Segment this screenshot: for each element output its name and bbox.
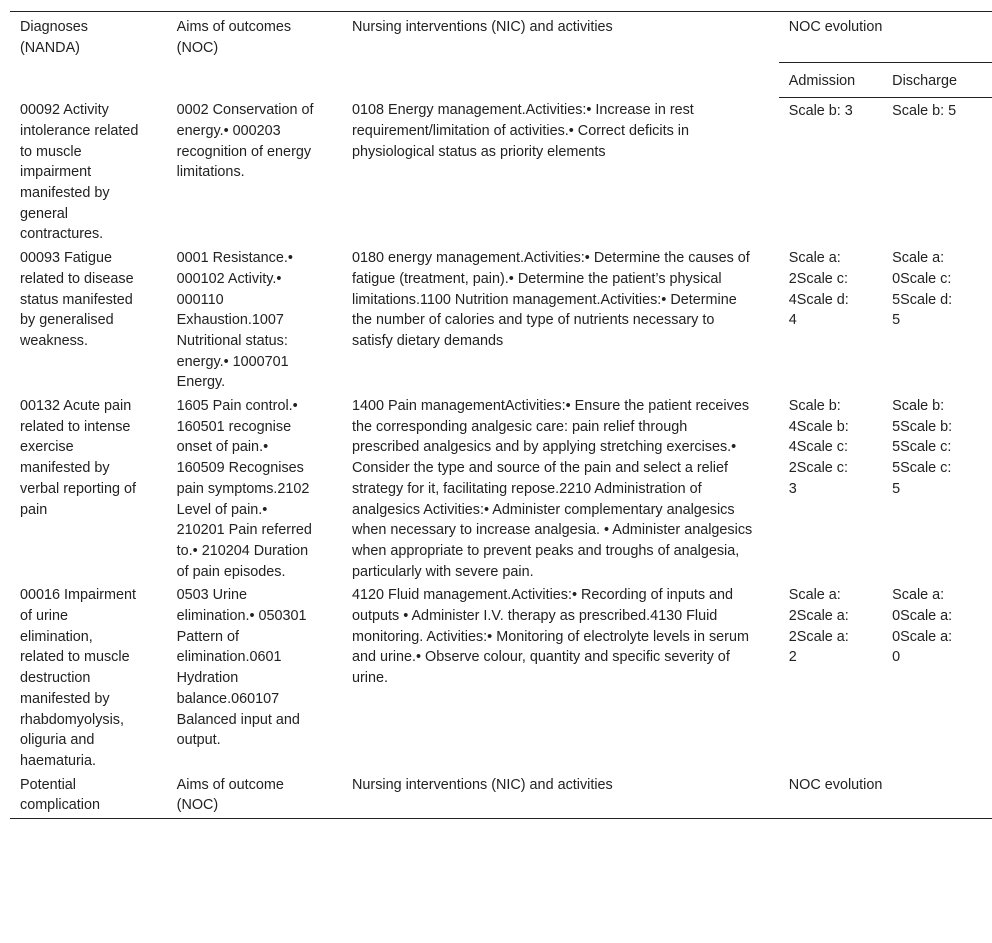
discharge-cell: Scale b: 5Scale b: 5Scale c: 5Scale c: 5 bbox=[892, 398, 953, 497]
header-diagnoses: Diagnoses (NANDA) bbox=[10, 12, 167, 98]
interventions-cell: Nursing interventions (NIC) and activities bbox=[342, 772, 779, 819]
aims-cell: 0002 Conservation of energy.• 000203 recognition of energy limitations. bbox=[176, 102, 314, 181]
header-aims: Aims of outcomes (NOC) bbox=[167, 12, 342, 98]
interventions-cell: 1400 Pain managementActivities:• Ensure the patient receives the corresponding analgesic care: pain relief through prescribed analgesics and by applying stretching exercises.• Consider the type and source of the pain and select a relief strategy for it, facilitating repose.2210 Administration of analgesics Activities:• Administer complementary analgesics when necessary to increase analgesia. • Administer analgesics when appropriate to prevent peaks and troughs of analgesia, particularly with severe pain. bbox=[352, 398, 753, 580]
table-row bbox=[10, 582, 992, 771]
admission-cell: Scale b: 3 bbox=[788, 102, 853, 119]
aims-cell: 0001 Resistance.• 000102 Activity.• 000110 Exhaustion.1007 Nutritional status: energy.• 1000701 Energy. bbox=[176, 250, 293, 391]
table-row bbox=[10, 245, 992, 393]
header-interventions: Nursing interventions (NIC) and activities bbox=[342, 12, 779, 98]
diagnosis-cell: 00093 Fatigue related to disease status manifested by generalised weakness. bbox=[20, 250, 134, 349]
aims-cell: Aims of outcome (NOC) bbox=[167, 772, 342, 819]
header-admission: Admission bbox=[779, 63, 882, 98]
noc-evolution-cell: NOC evolution bbox=[779, 772, 992, 819]
nursing-care-plan-table bbox=[10, 11, 992, 819]
interventions-cell: 0180 energy management.Activities:• Determine the causes of fatigue (treatment, pain).• Determine the patient’s physical limitations.1100 Nutrition management.Activities:• Determine the number of calories and type of nutrients necessary to satisfy dietary demands bbox=[352, 250, 750, 349]
discharge-cell: Scale b: 5 bbox=[892, 102, 957, 119]
table-row bbox=[10, 393, 992, 582]
admission-cell: Scale a: 2Scale a: 2Scale a: 2 bbox=[788, 587, 849, 666]
discharge-cell: Scale a: 0Scale a: 0Scale a: 0 bbox=[892, 587, 953, 666]
interventions-cell: 4120 Fluid management.Activities:• Recording of inputs and outputs • Administer I.V. therapy as prescribed.4130 Fluid monitoring. Activities:• Monitoring of electrolyte levels in serum and urine.• Observe colour, quantity and specific severity of urine. bbox=[352, 587, 749, 687]
discharge-cell: Scale a: 0Scale c: 5Scale d: 5 bbox=[892, 250, 953, 329]
admission-cell: Scale b: 4Scale b: 4Scale c: 2Scale c: 3 bbox=[788, 398, 849, 497]
header-noc-evolution: NOC evolution bbox=[779, 12, 992, 63]
complication-cell: Potential complication bbox=[10, 772, 167, 819]
diagnosis-cell: 00092 Activity intolerance related to muscle impairment manifested by general contractures. bbox=[20, 102, 139, 243]
table-row bbox=[10, 97, 992, 245]
footer-row bbox=[10, 772, 992, 819]
diagnosis-cell: 00132 Acute pain related to intense exercise manifested by verbal reporting of pain bbox=[20, 398, 136, 518]
interventions-cell: 0108 Energy management.Activities:• Increase in rest requirement/limitation of activities.• Correct deficits in physiological status as priority elements bbox=[352, 102, 694, 160]
admission-cell: Scale a: 2Scale c: 4Scale d: 4 bbox=[788, 250, 849, 329]
header-discharge: Discharge bbox=[882, 63, 992, 98]
header-row bbox=[10, 12, 992, 63]
aims-cell: 1605 Pain control.• 160501 recognise onset of pain.• 160509 Recognises pain symptoms.2102 Level of pain.• 210201 Pain referred to.• 210204 Duration of pain episodes. bbox=[176, 398, 312, 580]
aims-cell: 0503 Urine elimination.• 050301 Pattern of elimination.0601 Hydration balance.060107 Balanced input and output. bbox=[176, 587, 307, 749]
diagnosis-cell: 00016 Impairment of urine elimination, related to muscle destruction manifested by rhabdomyolysis, oliguria and haematuria. bbox=[20, 587, 136, 769]
